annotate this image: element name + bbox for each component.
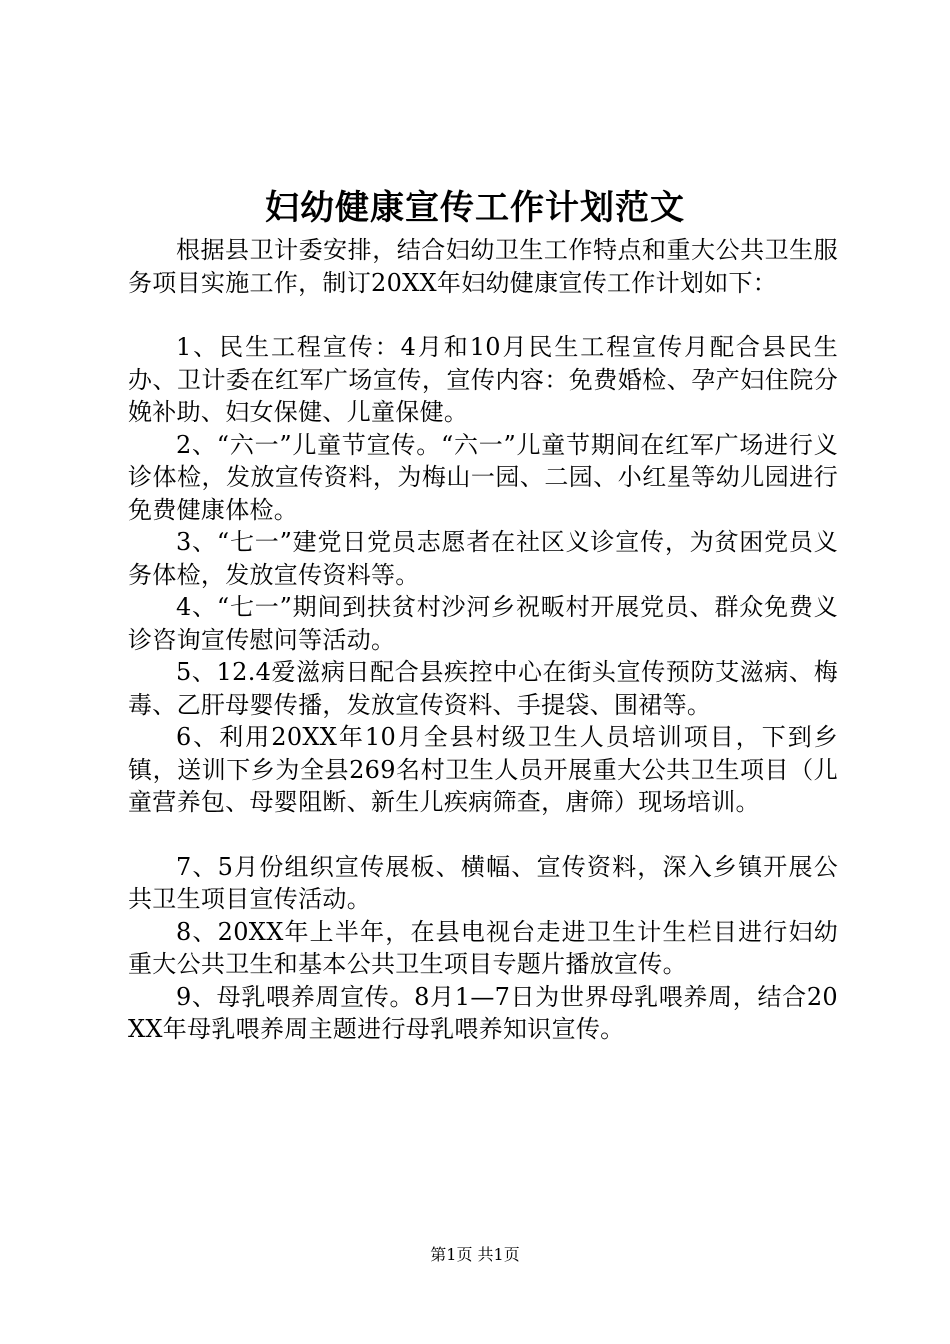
item-paragraph-2: 2、“六一”儿童节宣传。“六一”儿童节期间在红军广场进行义诊体检，发放宣传资料，为梅山一园、二园、小红星等幼儿园进行免费健康体检。 <box>128 430 838 524</box>
item-paragraph-5: 5、12.4爱滋病日配合县疾控中心在街头宣传预防艾滋病、梅毒、乙肝母婴传播，发放宣传资料、手提袋、围裙等。 <box>128 658 838 719</box>
item-paragraph-1: 1、民生工程宣传：4月和10月民生工程宣传月配合县民生办、卫计委在红军广场宣传，宣传内容：免费婚检、孕产妇住院分娩补助、妇女保健、儿童保健。 <box>128 333 838 426</box>
item-paragraph-7: 7、5月份组织宣传展板、横幅、宣传资料，深入乡镇开展公共卫生项目宣传活动。 <box>128 852 838 913</box>
item-paragraph-4: 4、“七一”期间到扶贫村沙河乡祝畈村开展党员、群众免费义诊咨询宣传慰问等活动。 <box>128 593 838 654</box>
item-paragraph-3: 3、“七一”建党日党员志愿者在社区义诊宣传，为贫困党员义务体检，发放宣传资料等。 <box>128 528 838 589</box>
page-footer: 第1页 共1页 <box>430 1245 520 1264</box>
paragraph-gap <box>128 299 838 331</box>
item-paragraph-8: 8、20XX年上半年，在县电视台走进卫生计生栏目进行妇幼重大公共卫生和基本公共卫生项目专题片播放宣传。 <box>128 917 838 978</box>
document-title: 妇幼健康宣传工作计划范文 <box>265 188 685 228</box>
item-paragraph-9: 9、母乳喂养周宣传。8月1—7日为世界母乳喂养周，结合20XX年母乳喂养周主题进行母乳喂养知识宣传。 <box>128 982 838 1043</box>
paragraph-gap <box>128 819 838 851</box>
item-paragraph-6: 6、利用20XX年10月全县村级卫生人员培训项目，下到乡镇，送训下乡为全县269名村卫生人员开展重大公共卫生项目（儿童营养包、母婴阻断、新生儿疾病筛查，唐筛）现场培训。 <box>128 723 838 816</box>
intro-paragraph: 根据县卫计委安排，结合妇幼卫生工作特点和重大公共卫生服务项目实施工作，制订20XX年妇幼健康宣传工作计划如下： <box>128 236 838 297</box>
document-body <box>128 234 838 1046</box>
